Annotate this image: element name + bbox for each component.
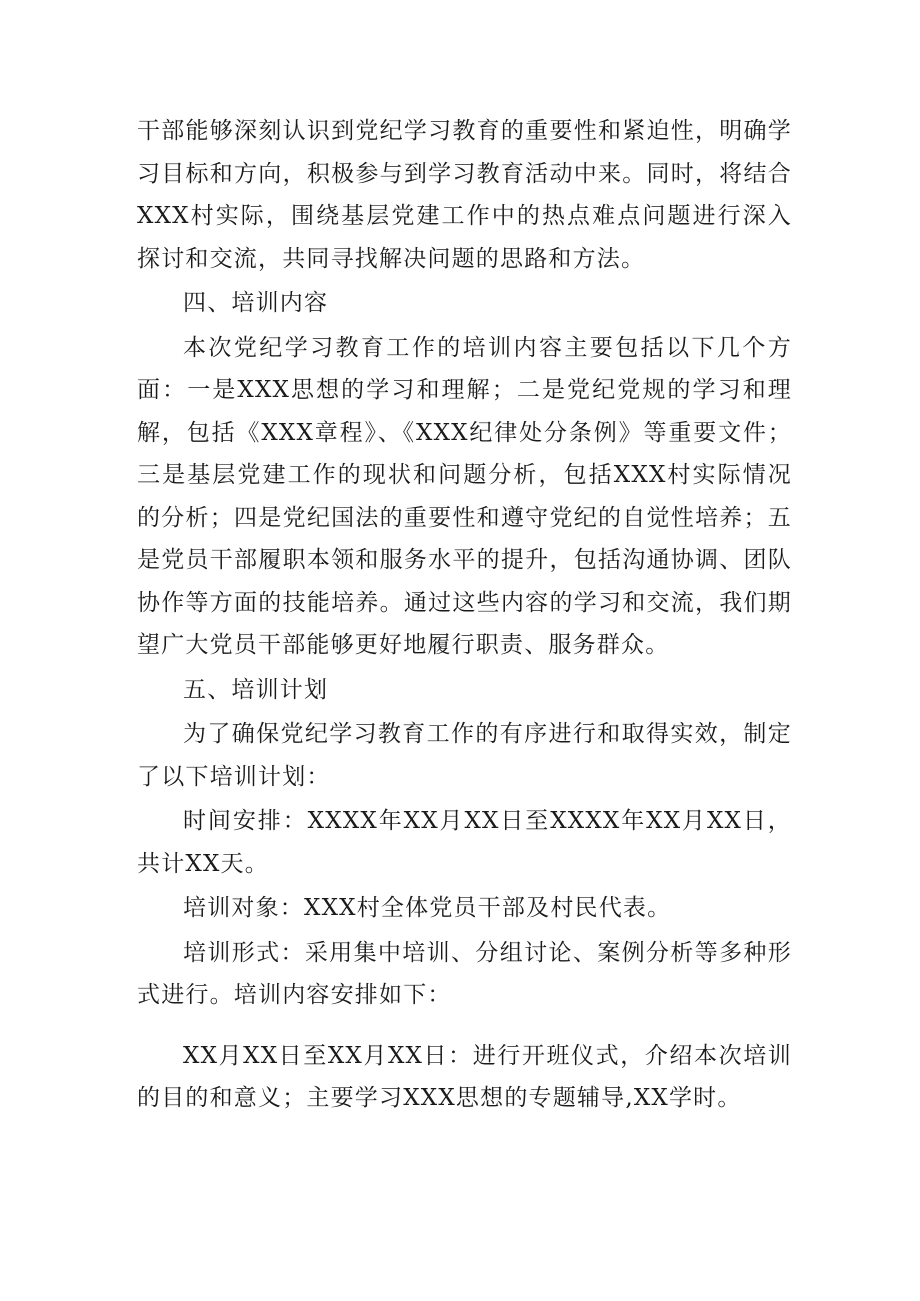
document-body xyxy=(137,110,792,1120)
paragraph-format: 培训形式：采用集中培训、分组讨论、案例分析等多种形式进行。培训内容安排如下： xyxy=(137,939,792,1008)
paragraph-schedule: 时间安排：XXXX年XX月XX日至XXXX年XX月XX日，共计XX天。 xyxy=(137,808,792,877)
paragraph-first-session: XX月XX日至XX月XX日：进行开班仪式，介绍本次培训的目的和意义；主要学习XXX思想的专题辅导,XX学时。 xyxy=(137,1042,792,1111)
paragraph-plan-intro: 为了确保党纪学习教育工作的有序进行和取得实效，制定了以下培训计划： xyxy=(137,721,792,790)
section-heading-training-plan: 五、培训计划 xyxy=(183,676,329,703)
paragraph-training-content: 本次党纪学习教育工作的培训内容主要包括以下几个方面：一是XXX思想的学习和理解；二是党纪党规的学习和理解，包括《XXX章程》、《XXX纪律处分条例》等重要文件；三是基层党建工作的现状和问题分析，包括XXX村实际情况的分析；四是党纪国法的重要性和遵守党纪的自觉性培养；五是党员干部履职本领和服务水平的提升，包括沟通协调、团队协作等方面的技能培养。通过这些内容的学习和交流，我们期望广大党员干部能够更好地履行职责、服务群众。 xyxy=(137,334,792,658)
paragraph-participants: 培训对象：XXX村全体党员干部及村民代表。 xyxy=(183,895,672,921)
section-heading-training-content: 四、培训内容 xyxy=(183,290,329,316)
paragraph-continuation: 干部能够深刻认识到党纪学习教育的重要性和紧迫性，明确学习目标和方向，积极参与到学习教育活动中来。同时，将结合XXX村实际，围绕基层党建工作中的热点难点问题进行深入探讨和交流，共同寻找解决问题的思路和方法。 xyxy=(137,118,792,272)
